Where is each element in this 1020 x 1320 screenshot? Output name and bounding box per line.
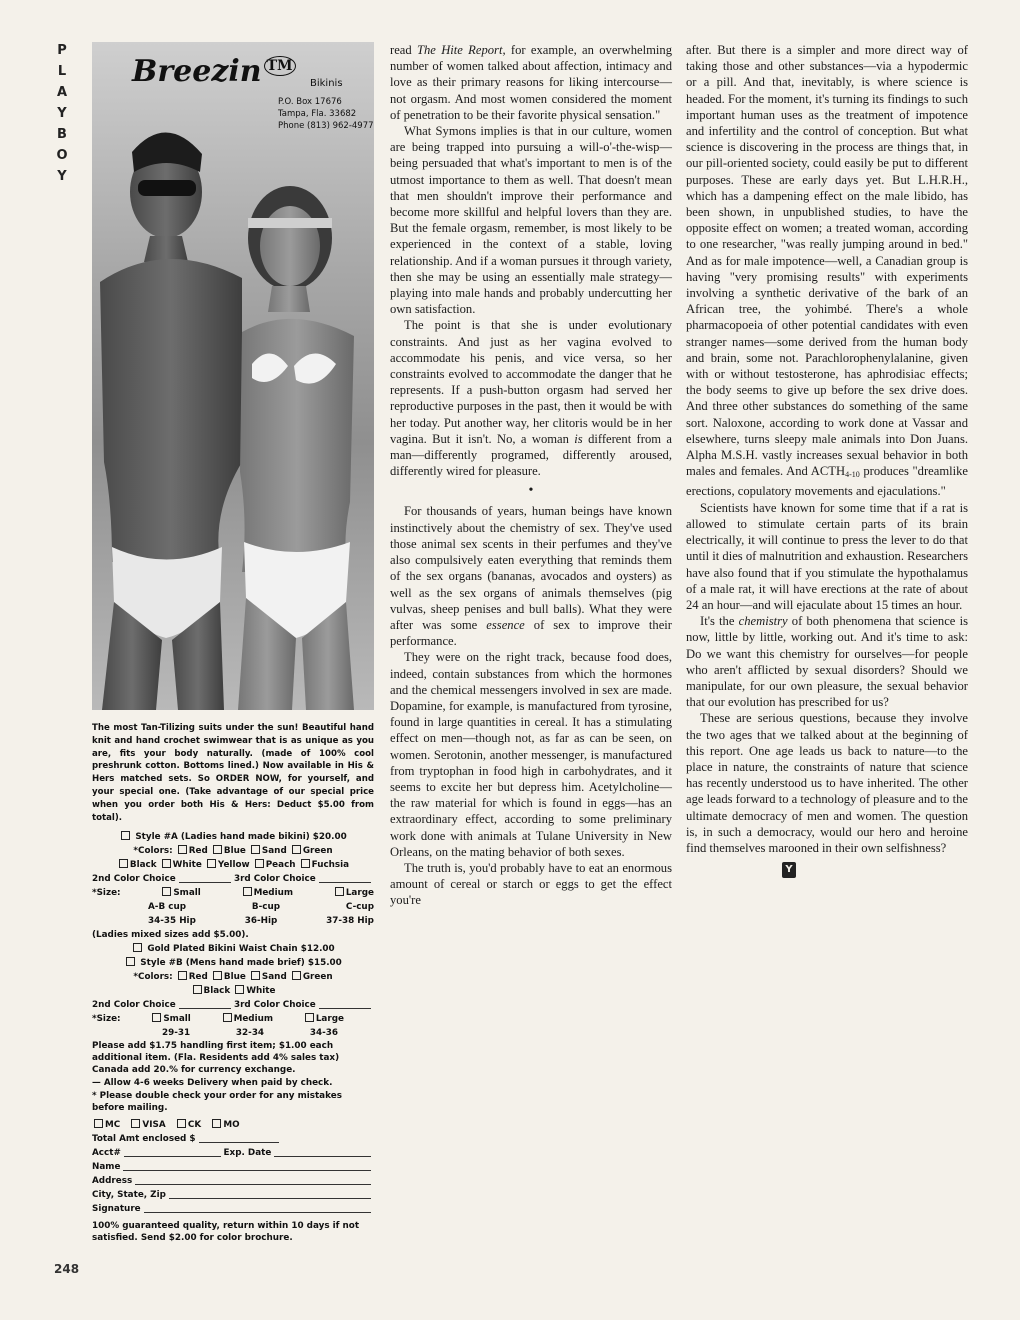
color-choice-line: [92, 872, 374, 886]
ad-copy: [92, 722, 374, 1244]
sizes-a-row: [92, 886, 374, 900]
color-option: White: [246, 986, 276, 997]
color-option: White: [172, 860, 202, 871]
checkbox-icon[interactable]: [223, 1013, 232, 1022]
checkbox-icon[interactable]: [121, 831, 130, 840]
magazine-name-vertical: [52, 40, 72, 187]
payment-option: VISA: [142, 1120, 166, 1131]
checkbox-icon[interactable]: [178, 971, 187, 980]
magazine-letter: A: [56, 85, 68, 100]
second-color-field[interactable]: [179, 874, 231, 883]
address-field[interactable]: [135, 1176, 371, 1185]
ladies-mixed-note: (Ladies mixed sizes add $5.00).: [92, 930, 249, 941]
text-run: It's the: [700, 614, 739, 629]
checkbox-icon[interactable]: [213, 845, 222, 854]
third-color-label: 3rd Color Choice: [233, 874, 316, 885]
paragraph: [686, 42, 968, 500]
color-option: Red: [188, 846, 208, 857]
address-line-field: [92, 1174, 374, 1188]
text-run: For thousands of years, human beings have known instinctively about the chemistry of sex. They've used those animal sex scents in their perfumes and they've also compulsively eaten everything that reminds them of the sex organs (bananas, avocados and oysters) as well as the sex organs of animals themselves (pig vulvas, sheep penises and bull balls). What they were after was some: [390, 504, 672, 632]
article-column-1: [390, 42, 672, 909]
second-color-field[interactable]: [179, 1000, 231, 1009]
emphasis: is: [574, 431, 583, 446]
size-cup: C-cup: [345, 902, 374, 913]
checkbox-icon[interactable]: [193, 985, 202, 994]
checkbox-icon[interactable]: [292, 845, 301, 854]
color-option: Blue: [223, 972, 246, 983]
size-name: Small: [163, 1014, 191, 1025]
subscript: 4-10: [845, 470, 860, 480]
color-option: Peach: [265, 860, 296, 871]
paragraph: [390, 317, 672, 479]
checkbox-icon[interactable]: [301, 859, 310, 868]
book-title: The Hite Report,: [416, 43, 506, 57]
style-b-option[interactable]: [92, 956, 374, 970]
size-cup: A-B cup: [148, 902, 187, 913]
checkbox-icon[interactable]: [335, 887, 344, 896]
third-color-field[interactable]: [319, 874, 371, 883]
third-color-label: 3rd Color Choice: [233, 1000, 316, 1011]
payment-option: CK: [187, 1120, 202, 1131]
color-option: Green: [302, 846, 333, 857]
color-option: Red: [188, 972, 208, 983]
text-run: read: [390, 43, 417, 57]
checkbox-icon[interactable]: [251, 971, 260, 980]
bikini-advertisement: [92, 42, 374, 1284]
acct-line: [92, 1146, 374, 1160]
paragraph: These are serious questions, because they involve the two ages that we talked about at the beginning of this report. One age leads us back to nature—to the place in nature, the constraints of nature that science has recently understood us to have inherited. The other age leads forward to a technology of pleasure and to the ultimate democracy of men and women. The question is, in such a democracy, would our hero and heroine find themselves marooned in their own selfishness?: [686, 711, 968, 855]
size-option[interactable]: [150, 1012, 190, 1026]
colors-b-row2: [92, 984, 374, 998]
article-column-2: [686, 42, 968, 878]
magazine-letter: L: [57, 64, 67, 79]
checkbox-icon[interactable]: [251, 845, 260, 854]
payment-option: MO: [223, 1120, 240, 1131]
size-hip: 37-38 Hip: [326, 916, 374, 927]
second-color-label: 2nd Color Choice: [92, 1000, 176, 1011]
colors-a-row2: [92, 858, 374, 872]
color-option: Green: [302, 972, 333, 983]
city-line: [92, 1188, 374, 1202]
text-run: of both phenomena that science is now, little by little, working out. And it's time to ask: Do we want this chemistry for ourselves—for people who aren't afflicted by sexual disorders? Should we manipulate, for our own pleasure, the sexual behavior that our evolution has prescribed for us?: [686, 614, 968, 710]
size-name: Medium: [253, 888, 294, 899]
checkbox-icon[interactable]: [305, 1013, 314, 1022]
trademark-icon: TM: [264, 56, 296, 76]
size-name: Medium: [233, 1014, 274, 1025]
size-option[interactable]: [241, 886, 293, 900]
checkbox-icon[interactable]: [235, 985, 244, 994]
sizes-b-range-row: [92, 1026, 374, 1040]
double-check-note: * Please double check your order for any mistakes before mailing.: [92, 1091, 342, 1114]
ad-guarantee: 100% guaranteed quality, return within 10 days if not satisfied. Send $2.00 for color brochure.: [92, 1221, 360, 1244]
couple-in-swimwear-image: [92, 42, 374, 710]
section-break-icon: •: [528, 483, 534, 499]
colors-a-row1: [92, 844, 374, 858]
size-hip: 36-Hip: [244, 916, 278, 927]
checkbox-icon[interactable]: [243, 887, 252, 896]
text-run: produces "dreamlike erections, copulatory movements and ejaculations.": [686, 464, 968, 499]
magazine-letter: B: [57, 127, 67, 142]
checkbox-icon[interactable]: [255, 859, 264, 868]
text-run: The point is that she is under evolutionary constraints. And just as her vagina evolved to accommodate his penis, and vice versa, so her constraints evolved to accommodate the danger that he represents. If a push-button orgasm had served her reproductive purposes in the past, then it would be with her today. Put another way, her clitoris would be in her vagina. But it isn't. No, a woman: [390, 318, 672, 446]
address-line: Phone (813) 962-4977: [278, 121, 374, 131]
size-option[interactable]: [221, 1012, 273, 1026]
ad-logo-text: Breezin: [132, 54, 262, 89]
acct-label: Acct#: [92, 1148, 121, 1159]
colors-label: *Colors:: [133, 972, 173, 983]
size-range: 32-34: [235, 1028, 265, 1039]
sizes-b-row: [92, 1012, 374, 1026]
sizes-a-hip-row: [92, 914, 374, 928]
payment-options: [92, 1118, 374, 1132]
name-label: Name: [92, 1162, 121, 1173]
second-color-label: 2nd Color Choice: [92, 874, 176, 885]
acct-field[interactable]: [124, 1148, 221, 1157]
order-form: [92, 830, 374, 1216]
text-run: after. But there is a simpler and more direct way of taking those and other substances—via a hypodermic or a pill. And that, inevitably, is where science is headed. For the moment, it's turning its findings to such important human uses as the treatment of impotence and infertility and the control of conception. But what science is discovering in the process are things that, in our pill-oriented society, could easily be put to different purposes. These are early days yet. But L.H.R.H., which has a dampening effect on the male libido, has been shown, in unpublished studies, to have the opposite effect on women; a treated woman, according to one researcher, "was really jumping around in bed." And as for male impotence—well, a Canadian group is having "very promising results" with experiments involving a synthetic derivative of the bark of an African tree, the yohimbé. There's a whole pharmacopoeia of other potential candidates with even stranger names—some derived from the human body and brain, some not. Parachlorophenylalanine, given with or without testosterone, has aphrodisiac effects; the body seems to give up before the sex drive does. And three other substances do something of the same sort. Naloxone, according to work done at Vassar and elsewhere, turns sleepy male animals into Don Juans. Alpha M.S.H. vastly increases sexual behavior in both males and females. And ACTH: [686, 43, 968, 479]
paragraph: [686, 613, 968, 710]
ad-address: [278, 96, 374, 132]
paragraph: They were on the right track, because food does, indeed, contain substances from which the hormones and the chemical messengers involved in sex are made. Dopamine, for example, is manufactured from tyrosine, found in large quantities in cereal. It has a stimulating effect on men—though not, as far as can be seen, on women. Serotonin, another messenger, is manufactured from tryptophan in food high in carbohydrates, and it seems to excite her but depress him. Acetylcholine—the raw material for which is found in eggs—has an extraordinary effect, according to some preliminary work done with animals at Tulane University in New Orleans, on the mating behavior of both sexes.: [390, 650, 672, 859]
magazine-letter: Y: [57, 106, 67, 121]
size-name: Large: [345, 888, 374, 899]
size-option[interactable]: [303, 1012, 344, 1026]
signature-line: [92, 1202, 374, 1216]
text-run: of sex to improve their performance.: [390, 617, 672, 649]
name-line: [92, 1160, 374, 1174]
colors-b-row1: [92, 970, 374, 984]
size-option[interactable]: [160, 886, 200, 900]
checkbox-icon[interactable]: [131, 1119, 140, 1128]
ad-intro: The most Tan-Tilizing suits under the sun! Beautiful hand knit and hand crochet swimwear that is as unique as you are, fits your body naturally. (made of 100% cool preshrunk cotton. Bottoms lined.) Now available in His & Hers matched sets. So ORDER NOW, for yourself, and your special one. (Take advantage of our special price when you order both His & Hers: Deduct $5.00 from total).: [92, 723, 374, 823]
checkbox-icon[interactable]: [152, 1013, 161, 1022]
checkbox-icon[interactable]: [212, 1119, 221, 1128]
address-line: P.O. Box 17676: [278, 97, 342, 107]
payment-option: MC: [105, 1120, 121, 1131]
checkbox-icon[interactable]: [133, 943, 142, 952]
total-line: [92, 1132, 282, 1146]
size-option[interactable]: [333, 886, 374, 900]
size-name: Large: [315, 1014, 344, 1025]
paragraph: Scientists have known for some time that if a rat is allowed to stimulate certain parts of its brain electrically, it will continue to press the lever to do that until it dies of malnutrition and exhaustion. Researchers have also found that if you stimulate the hypothalamus of a male rat, it will have erections at the rate of about 24 an hour—and will ejaculate about 15 times an hour.: [686, 500, 968, 612]
third-color-field[interactable]: [319, 1000, 371, 1009]
color-option: Sand: [261, 972, 287, 983]
checkbox-icon[interactable]: [207, 859, 216, 868]
total-label: Total Amt enclosed $: [92, 1134, 196, 1145]
checkbox-icon[interactable]: [94, 1119, 103, 1128]
emphasis: essence: [486, 617, 525, 632]
exp-field[interactable]: [274, 1148, 371, 1157]
city-field[interactable]: [169, 1190, 371, 1199]
waist-chain-label: Gold Plated Bikini Waist Chain $12.00: [147, 944, 335, 955]
exp-label: Exp. Date: [223, 1148, 272, 1159]
size-cup: B-cup: [251, 902, 281, 913]
size-range: 29-31: [162, 1028, 191, 1039]
size-hip: 34-35 Hip: [148, 916, 196, 927]
color-option: Sand: [261, 846, 287, 857]
paragraph: [390, 42, 672, 123]
checkbox-icon[interactable]: [162, 887, 171, 896]
checkbox-icon[interactable]: [177, 1119, 186, 1128]
paragraph: The truth is, you'd probably have to eat an enormous amount of cereal or starch or eggs to get the effect you're: [390, 860, 672, 908]
waist-chain-option[interactable]: [92, 942, 374, 956]
checkbox-icon[interactable]: [178, 845, 187, 854]
end-mark-icon: Y: [782, 862, 796, 878]
total-field[interactable]: [199, 1134, 279, 1143]
magazine-letter: O: [56, 148, 68, 163]
text-run: for example, an overwhelming number of women talked about affection, intimacy and love as their primary reasons for liking intercourse—not orgasm. And most women considered the moment of penetration to be their favorite physical sensation.": [390, 43, 672, 122]
signature-label: Signature: [92, 1204, 141, 1215]
color-option: Blue: [223, 846, 246, 857]
checkbox-icon[interactable]: [126, 957, 135, 966]
signature-field[interactable]: [144, 1204, 371, 1213]
page-number: 248: [54, 1262, 80, 1276]
size-label: *Size:: [92, 888, 121, 899]
paragraph: What Symons implies is that in our culture, women are being trapped into pursuing a will-o'-the-wisp—being persuaded that what's important to men is of the utmost importance to them as well. That doesn't mean that men shouldn't improve their performance and become more skillful and helpful lovers than they are. But the female orgasm, remember, is most likely to be experienced in the context of a stable, loving relationship. And if a woman pursues it through variety, then she may be using an essentially male strategy—playing into male hands and probably undercutting her own satisfaction.: [390, 124, 672, 317]
sizes-a-cup-row: [92, 900, 374, 914]
color-option: Yellow: [217, 860, 250, 871]
color-option: Black: [203, 986, 231, 997]
address-line: Tampa, Fla. 33682: [278, 109, 357, 119]
style-a-option[interactable]: [92, 830, 374, 844]
ad-logo: [132, 54, 296, 89]
text-run: different from a man—differently programed, differently aroused, differently wired for pleasure.: [390, 431, 672, 479]
checkbox-icon[interactable]: [162, 859, 171, 868]
address-label: Address: [92, 1176, 133, 1187]
color-option: Fuchsia: [311, 860, 350, 871]
magazine-letter: P: [57, 43, 67, 58]
size-label: *Size:: [92, 1014, 121, 1025]
checkbox-icon[interactable]: [119, 859, 128, 868]
color-option: Black: [129, 860, 157, 871]
colors-label: *Colors:: [133, 846, 173, 857]
magazine-letter: Y: [57, 169, 67, 184]
ad-product: Bikinis: [310, 78, 343, 89]
delivery-note: — Allow 4-6 weeks Delivery when paid by check.: [92, 1078, 333, 1089]
handling-note: Please add $1.75 handling first item; $1.00 each additional item. (Fla. Residents add 4% sales tax) Canada add 20.% for currency exchange.: [92, 1041, 340, 1076]
name-field[interactable]: [123, 1162, 371, 1171]
size-name: Small: [173, 888, 201, 899]
paragraph: [390, 503, 672, 649]
style-a-label: Style #A (Ladies hand made bikini) $20.00: [135, 832, 347, 843]
size-range: 34-36: [309, 1028, 338, 1039]
checkbox-icon[interactable]: [213, 971, 222, 980]
checkbox-icon[interactable]: [292, 971, 301, 980]
city-label: City, State, Zip: [92, 1190, 166, 1201]
color-choice-line: [92, 998, 374, 1012]
emphasis: chemistry: [738, 614, 788, 629]
ad-photo: [92, 42, 374, 710]
style-b-label: Style #B (Mens hand made brief) $15.00: [140, 958, 342, 969]
